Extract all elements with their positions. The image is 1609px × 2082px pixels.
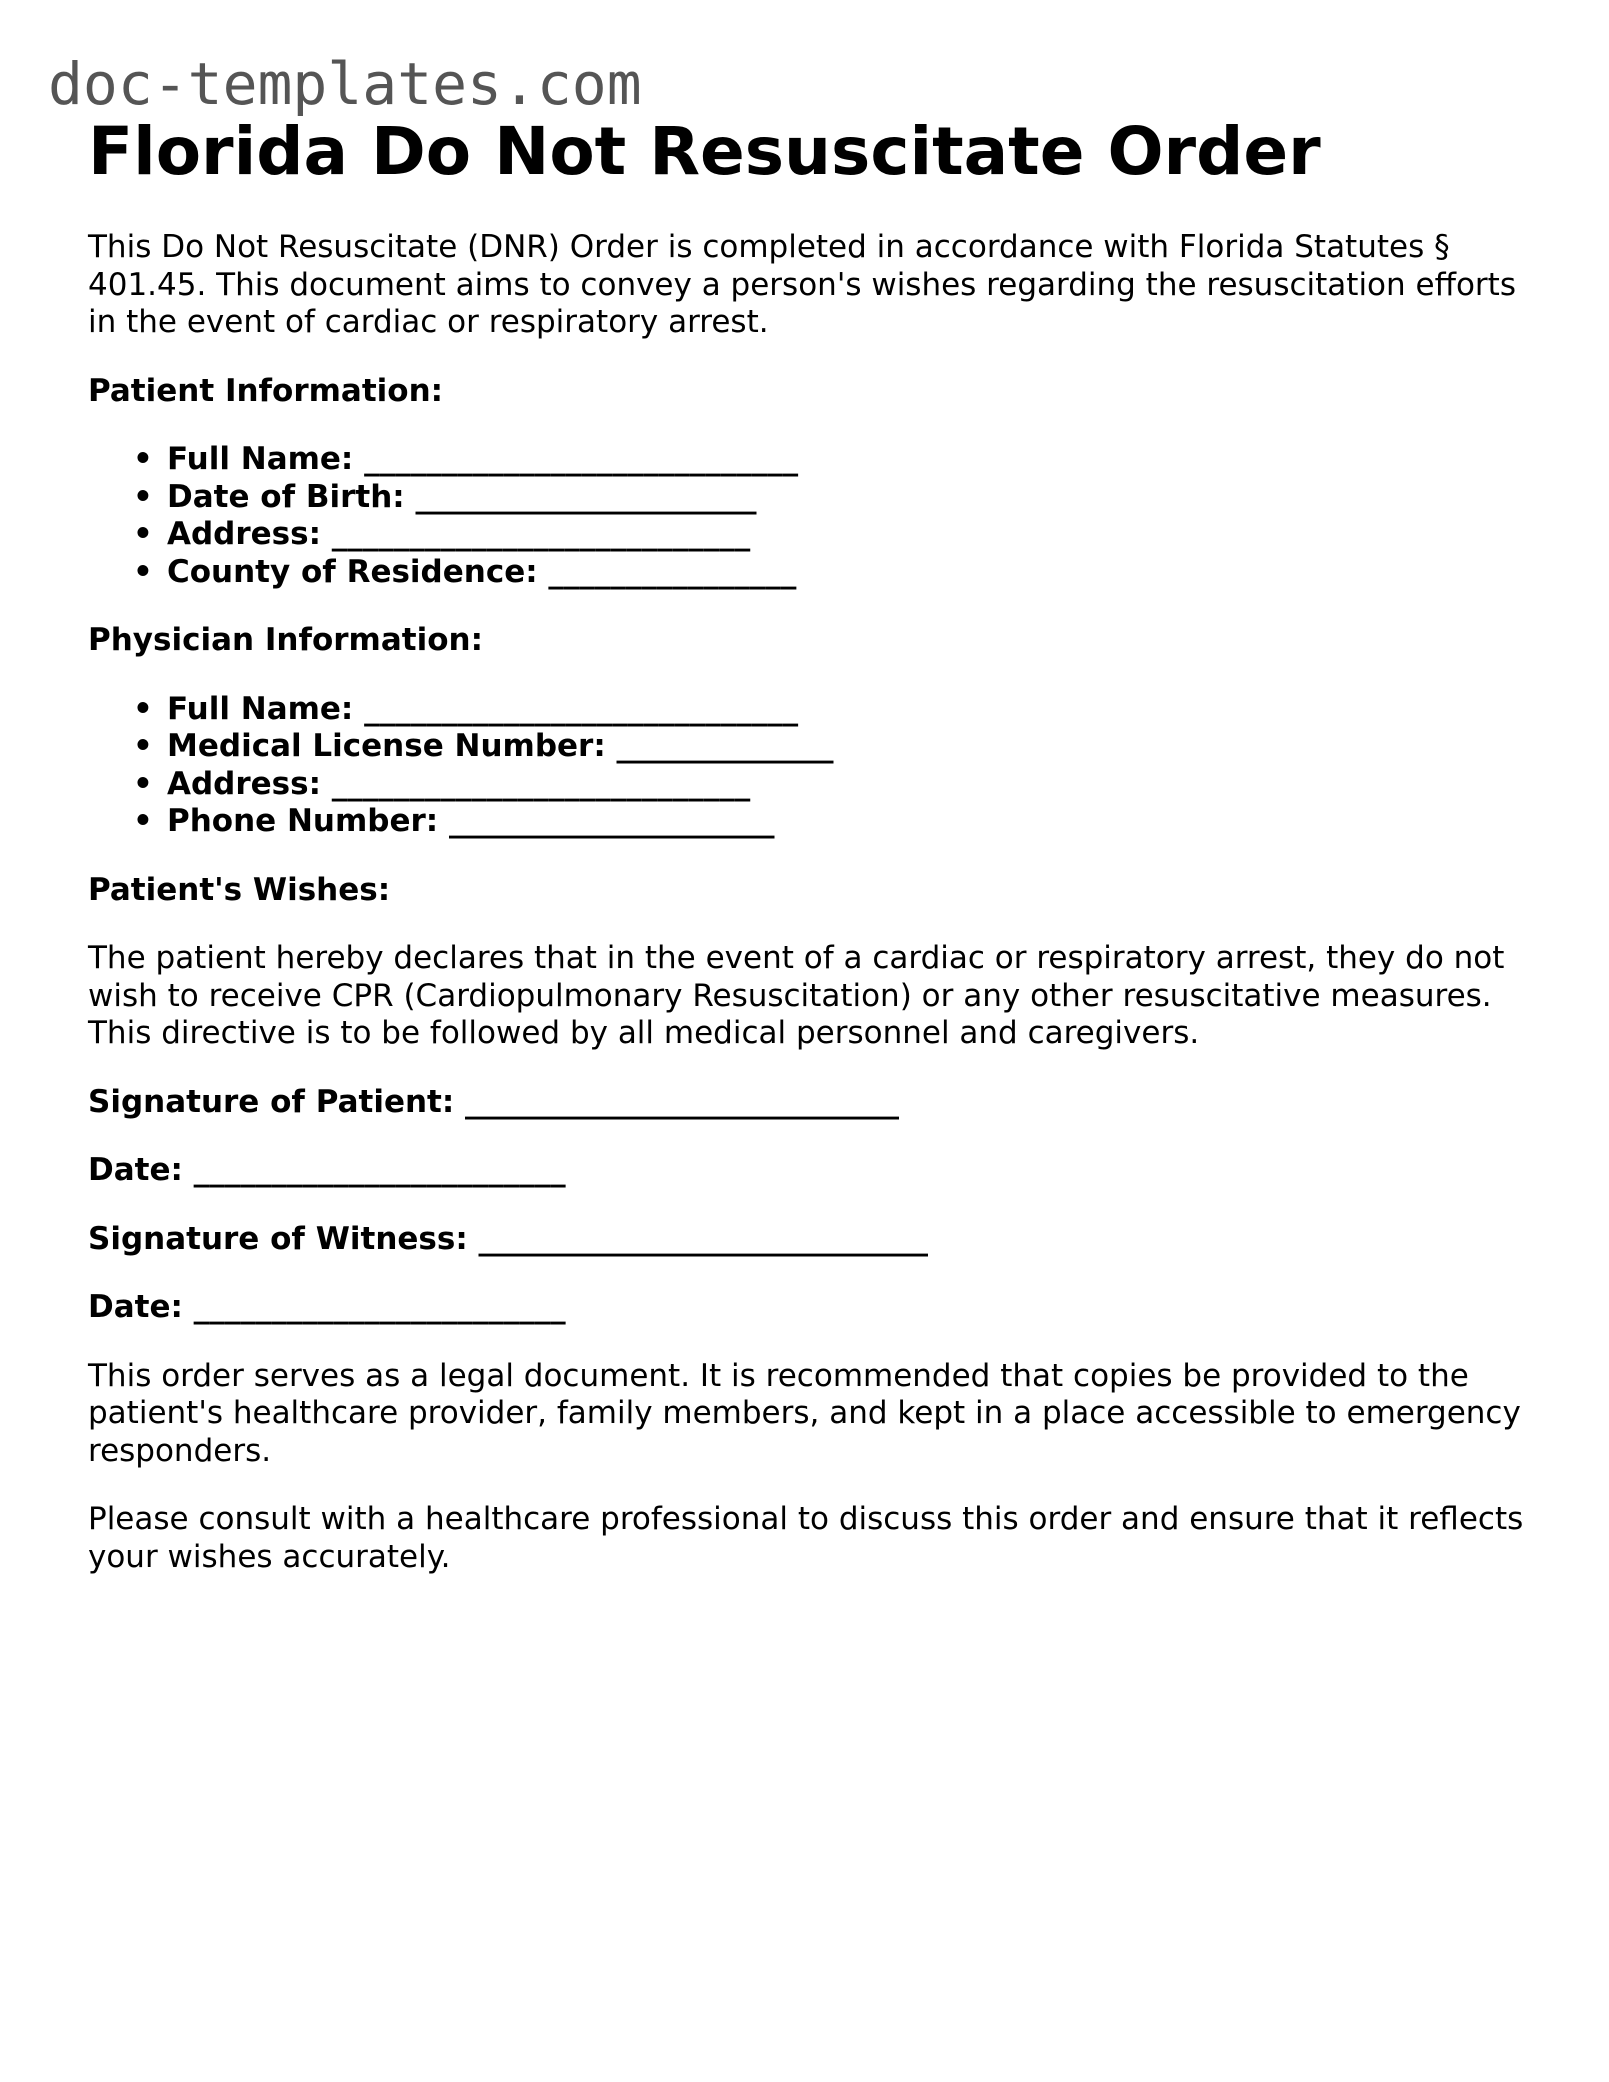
patient-info-heading: Patient Information: <box>88 372 444 409</box>
physician-license-field: • Medical License Number: ______________ <box>133 728 834 764</box>
physician-address-field: • Address: ___________________________ <box>133 765 751 802</box>
bullet-icon: • <box>133 478 153 515</box>
physician-phone-field: • Phone Number: _____________________ <box>133 803 775 839</box>
physician-info-heading: Physician Information: <box>88 622 483 658</box>
patient-info-list <box>88 441 1528 591</box>
bullet-icon: • <box>133 516 153 552</box>
physician-info-list <box>88 691 1528 841</box>
witness-date-line: Date: ________________________ <box>88 1289 566 1325</box>
patient-signature-line: Signature of Patient: ____________________________ <box>88 1083 900 1120</box>
intro-paragraph: This Do Not Resuscitate (DNR) Order is completed in accordance with Florida Statutes § 401.45. This document aims to convey a person's wishes regarding the resuscitation efforts in the event of cardiac or respiratory arrest. <box>88 229 1516 340</box>
closing-paragraph-consult: Please consult with a healthcare professional to discuss this order and ensure that it reflects your wishes accurately. <box>88 1501 1524 1575</box>
patient-dob-field: • Date of Birth: ______________________ <box>133 478 757 515</box>
patient-address-field: • Address: ___________________________ <box>133 516 751 552</box>
bullet-icon: • <box>133 803 153 839</box>
witness-signature-line: Signature of Witness: _____________________________ <box>88 1220 929 1257</box>
wishes-heading: Patient's Wishes: <box>88 871 391 908</box>
wishes-paragraph: The patient hereby declares that in the event of a cardiac or respiratory arrest, they do not wish to receive CPR (Cardiopulmonary Resuscitation) or any other resuscitative measures. This directive is to be followed by all medical personnel and caregivers. <box>88 940 1505 1051</box>
physician-full-name-field: • Full Name: ____________________________ <box>133 690 799 727</box>
bullet-icon: • <box>133 765 153 802</box>
document-title: Florida Do Not Resuscitate Order <box>88 113 1321 190</box>
watermark-logo: doc-templates.com <box>48 50 642 118</box>
bullet-icon: • <box>133 728 153 764</box>
patient-date-line: Date: ________________________ <box>88 1152 566 1188</box>
bullet-icon: • <box>133 441 153 477</box>
bullet-icon: • <box>133 690 153 727</box>
closing-paragraph-legal: This order serves as a legal document. It is recommended that copies be provided to the patient's healthcare provider, family members, and kept in a place accessible to emergency responders. <box>88 1357 1521 1469</box>
document-body <box>88 112 1528 1576</box>
patient-full-name-field: • Full Name: ____________________________ <box>133 441 799 477</box>
patient-county-field: • County of Residence: ________________ <box>133 553 797 590</box>
bullet-icon: • <box>133 553 153 590</box>
